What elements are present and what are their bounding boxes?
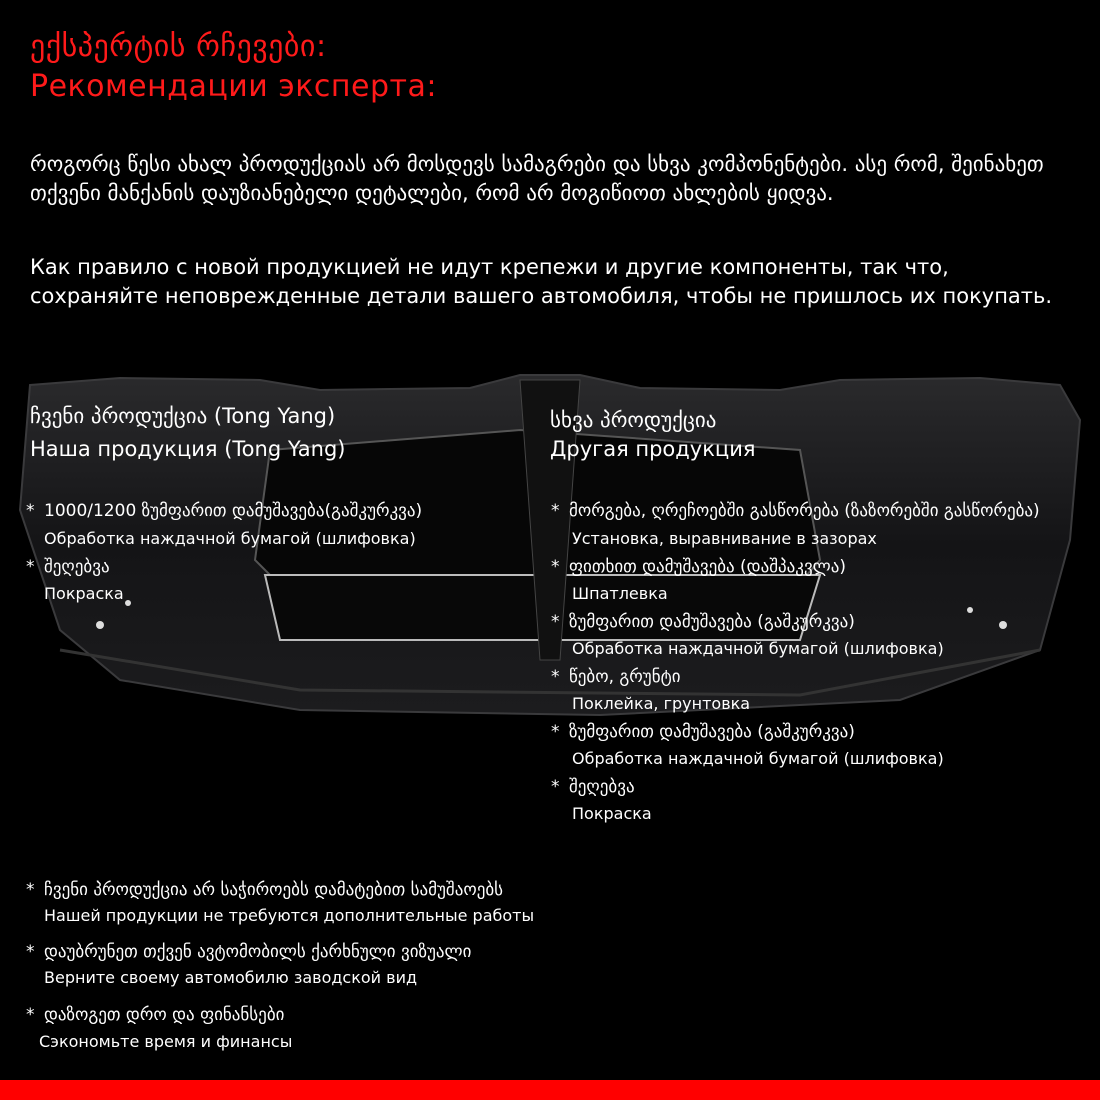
bullet-star: * [26, 1005, 35, 1025]
bullet-star: * [551, 557, 560, 577]
ours-heading-russian: Наша продукция (Tong Yang) [30, 437, 346, 461]
other-item: * ზუმფარით დამუშავება (გაშკურკვა) [551, 722, 855, 742]
other-item-ru: Обработка наждачной бумагой (шлифовка) [572, 749, 944, 768]
bullet-star: * [551, 667, 560, 687]
other-heading-russian: Другая продукция [550, 437, 756, 461]
bullet-star: * [551, 501, 560, 521]
bottom-red-bar [0, 1080, 1100, 1100]
bullet-star: * [26, 557, 35, 577]
benefit-item: * დაუბრუნეთ თქვენ ავტომობილს ქარხნული ვიზუალი [26, 942, 472, 962]
other-item: * ზუმფარით დამუშავება (გაშკურკვა) [551, 612, 855, 632]
other-item-ru: Поклейка, грунтовка [572, 694, 751, 713]
other-item-ru: Шпатлевка [572, 584, 668, 603]
bullet-star: * [551, 722, 560, 742]
benefit-item-ru: Верните своему автомобилю заводской вид [44, 968, 418, 987]
ours-item: * 1000/1200 ზუმფარით დამუშავება(გაშკურკვა) [26, 501, 423, 521]
ours-heading-georgian: ჩვენი პროდუქცია (Tong Yang) [30, 404, 336, 428]
bullet-star: * [551, 777, 560, 797]
intro-georgian: როგორც წესი ახალ პროდუქციას არ მოსდევს სამაგრები და სხვა კომპონენტები. ასე რომ, შეინახეთ თქვენი მანქანის დაუზიანებელი დეტალები, რომ არ მოგიწიოთ ახლების ყიდვა. [30, 152, 1044, 205]
title-georgian: ექსპერტის რჩევები: [30, 29, 327, 64]
other-item: * მორგება, ღრეჩოებში გასწორება (ზაზორებში გასწორება) [551, 501, 1040, 521]
other-item: * შეღებვა [551, 777, 635, 797]
bullet-star: * [26, 942, 35, 962]
benefit-item: * დაზოგეთ დრო და ფინანსები [26, 1005, 285, 1025]
other-item-ru: Покраска [572, 804, 652, 823]
other-heading-georgian: სხვა პროდუქცია [550, 408, 717, 432]
ours-item-ru: Обработка наждачной бумагой (шлифовка) [44, 529, 416, 548]
title-russian: Рекомендации эксперта: [30, 69, 437, 104]
ours-item-ru: Покраска [44, 584, 124, 603]
other-item-ru: Обработка наждачной бумагой (шлифовка) [572, 639, 944, 658]
other-item: * ფითხით დამუშავება (დაშპაკვლა) [551, 557, 847, 577]
other-item-ru: Установка, выравнивание в зазорах [572, 529, 877, 548]
other-item: * წებო, გრუნტი [551, 667, 681, 687]
benefit-item: * ჩვენი პროდუქცია არ საჭიროებს დამატებით სამუშაოებს [26, 880, 504, 900]
bullet-star: * [26, 501, 35, 521]
benefit-item-ru: Сэкономьте время и финансы [39, 1032, 293, 1051]
intro-russian: Как правило с новой продукцией не идут крепежи и другие компоненты, так что, сохраняйте неповрежденные детали вашего автомобиля, чтобы не пришлось их покупать. [30, 255, 1053, 308]
bullet-star: * [26, 880, 35, 900]
benefit-item-ru: Нашей продукции не требуются дополнительные работы [44, 906, 535, 925]
bullet-star: * [551, 612, 560, 632]
ours-item: * შეღებვა [26, 557, 110, 577]
